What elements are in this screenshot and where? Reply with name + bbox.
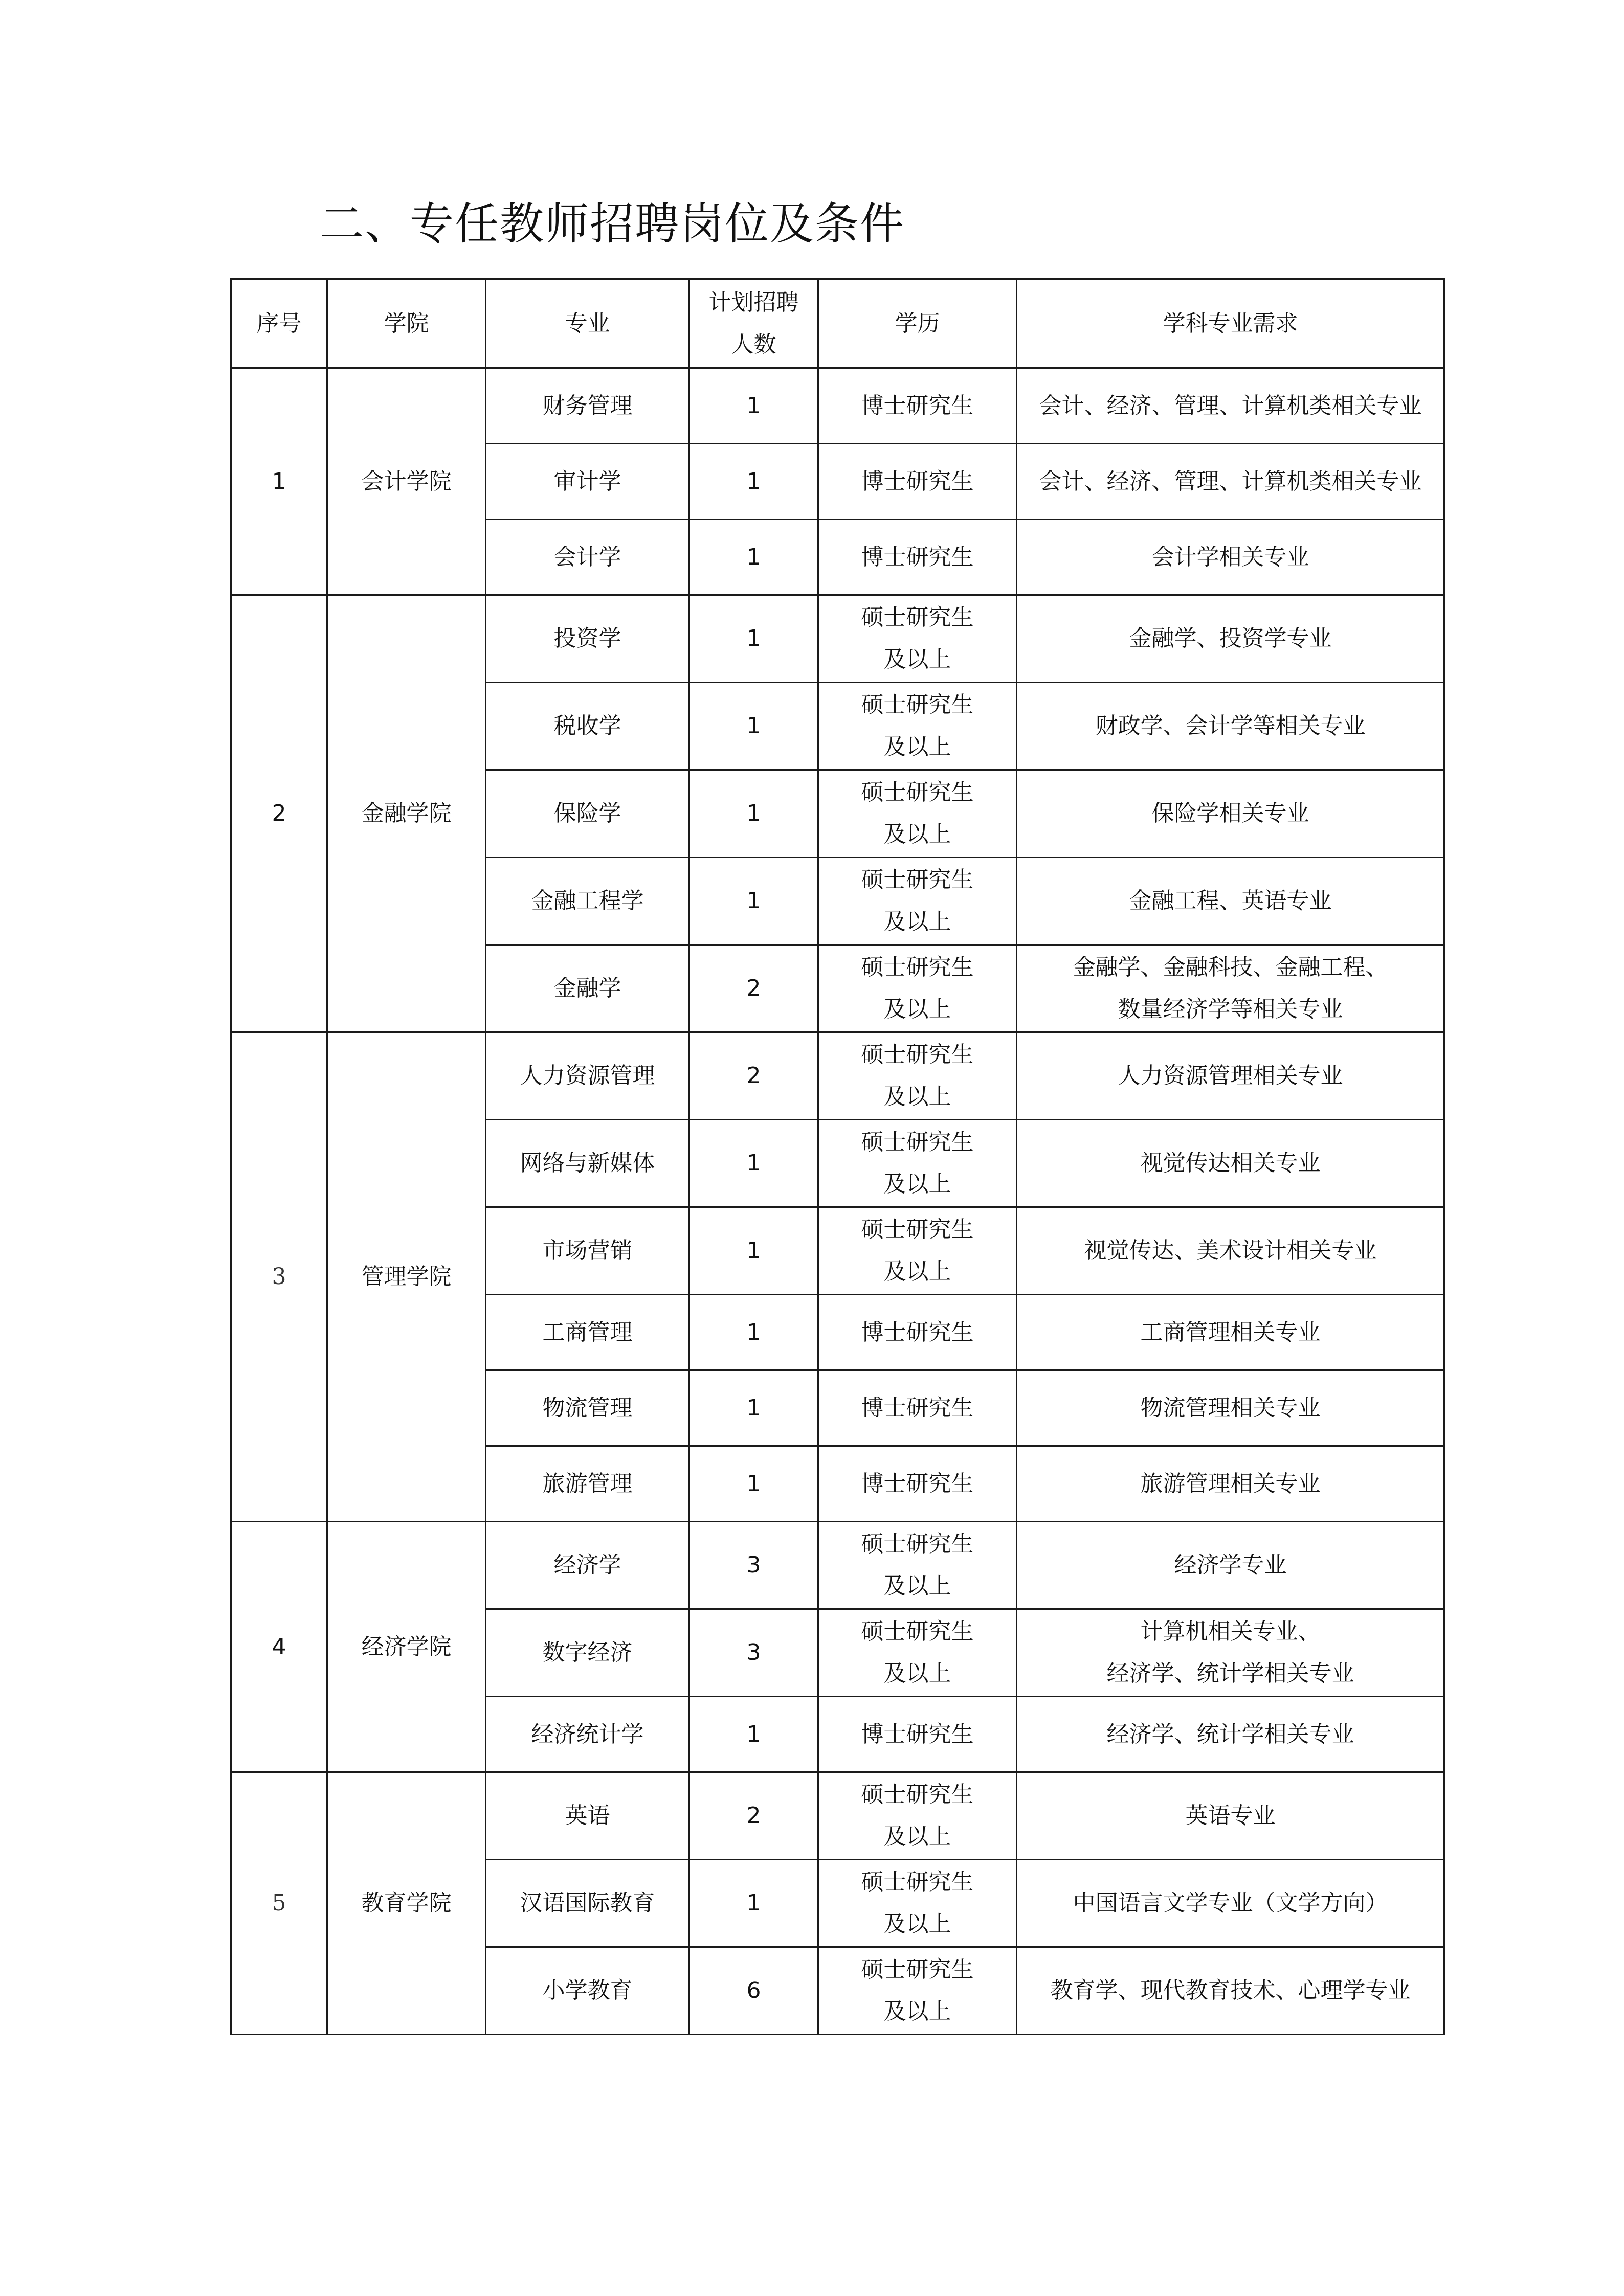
cell-education-line: 及以上 — [883, 1660, 951, 1686]
cell-count: 6 — [689, 1947, 818, 2035]
cell-college: 金融学院 — [327, 595, 486, 1032]
cell-major: 人力资源管理 — [486, 1032, 689, 1120]
cell-education-line: 硕士研究生 — [861, 1956, 974, 1983]
cell-education — [818, 595, 1017, 683]
cell-requirement — [1017, 1295, 1444, 1370]
cell-requirement — [1017, 1370, 1444, 1446]
cell-seq: 2 — [231, 595, 327, 1032]
cell-education-line: 硕士研究生 — [861, 604, 974, 631]
cell-major: 保险学 — [486, 770, 689, 858]
cell-requirement — [1017, 1860, 1444, 1947]
cell-requirement — [1017, 1120, 1444, 1207]
cell-education — [818, 444, 1017, 520]
cell-education-line: 及以上 — [883, 1084, 951, 1110]
cell-education — [818, 1032, 1017, 1120]
cell-requirement-line: 会计学相关专业 — [1151, 544, 1309, 570]
cell-requirement-line: 教育学、现代教育技术、心理学专业 — [1050, 1977, 1411, 2004]
cell-major: 金融工程学 — [486, 858, 689, 945]
cell-major: 财务管理 — [486, 368, 689, 444]
cell-education-line: 硕士研究生 — [861, 1217, 974, 1243]
cell-education — [818, 368, 1017, 444]
table-row — [231, 595, 1444, 683]
page-title: 二、专任教师招聘岗位及条件 — [320, 198, 905, 250]
cell-education — [818, 1120, 1017, 1207]
cell-major: 会计学 — [486, 520, 689, 595]
cell-requirement — [1017, 520, 1444, 595]
cell-education-line: 博士研究生 — [861, 1721, 974, 1747]
cell-requirement — [1017, 770, 1444, 858]
cell-seq: 3 — [231, 1032, 327, 1522]
cell-count: 3 — [689, 1522, 818, 1609]
cell-education — [818, 1697, 1017, 1772]
cell-requirement-line: 会计、经济、管理、计算机类相关专业 — [1039, 392, 1422, 419]
cell-college: 会计学院 — [327, 368, 486, 595]
recruitment-table — [230, 278, 1445, 2035]
cell-major: 经济统计学 — [486, 1697, 689, 1772]
cell-education-line: 博士研究生 — [861, 392, 974, 419]
cell-count: 1 — [689, 683, 818, 770]
cell-requirement-line: 保险学相关专业 — [1151, 800, 1309, 826]
cell-requirement-line: 经济学专业 — [1174, 1552, 1287, 1578]
cell-requirement — [1017, 858, 1444, 945]
cell-seq: 5 — [231, 1772, 327, 2035]
cell-requirement — [1017, 1522, 1444, 1609]
cell-education — [818, 1609, 1017, 1697]
cell-requirement-line: 会计、经济、管理、计算机类相关专业 — [1039, 468, 1422, 494]
table-header-row — [231, 279, 1444, 368]
cell-education — [818, 1370, 1017, 1446]
cell-education — [818, 1947, 1017, 2035]
header-seq: 序号 — [231, 279, 327, 368]
header-count-line2: 人数 — [731, 331, 776, 357]
cell-education-line: 硕士研究生 — [861, 779, 974, 805]
cell-education-line: 硕士研究生 — [861, 1782, 974, 1808]
cell-education-line: 博士研究生 — [861, 1394, 974, 1421]
cell-education-line: 及以上 — [883, 996, 951, 1022]
cell-education — [818, 770, 1017, 858]
cell-count: 1 — [689, 595, 818, 683]
cell-requirement-line: 中国语言文学专业（文学方向） — [1073, 1890, 1388, 1916]
cell-major: 金融学 — [486, 945, 689, 1032]
cell-education-line: 及以上 — [883, 909, 951, 935]
cell-requirement-line: 英语专业 — [1185, 1803, 1276, 1829]
cell-requirement — [1017, 1609, 1444, 1697]
cell-count: 2 — [689, 945, 818, 1032]
cell-college: 管理学院 — [327, 1032, 486, 1522]
cell-requirement — [1017, 1697, 1444, 1772]
cell-major: 小学教育 — [486, 1947, 689, 2035]
cell-count: 1 — [689, 1370, 818, 1446]
cell-education-line: 硕士研究生 — [861, 1531, 974, 1557]
cell-requirement-line: 经济学、统计学相关专业 — [1106, 1721, 1354, 1747]
cell-seq: 4 — [231, 1522, 327, 1772]
cell-requirement — [1017, 945, 1444, 1032]
cell-requirement — [1017, 683, 1444, 770]
cell-seq: 1 — [231, 368, 327, 595]
cell-requirement-line: 视觉传达、美术设计相关专业 — [1084, 1237, 1377, 1264]
cell-requirement-line: 财政学、会计学等相关专业 — [1095, 713, 1366, 739]
cell-education-line: 及以上 — [883, 1573, 951, 1599]
cell-major: 物流管理 — [486, 1370, 689, 1446]
cell-education — [818, 683, 1017, 770]
cell-requirement — [1017, 1772, 1444, 1860]
cell-education-line: 博士研究生 — [861, 468, 974, 494]
table-row — [231, 1032, 1444, 1120]
cell-major: 网络与新媒体 — [486, 1120, 689, 1207]
cell-requirement-line: 物流管理相关专业 — [1140, 1394, 1321, 1421]
cell-requirement-line: 计算机相关专业、 — [1140, 1618, 1321, 1645]
cell-education — [818, 1207, 1017, 1295]
cell-major: 经济学 — [486, 1522, 689, 1609]
table-body — [231, 368, 1444, 2035]
header-requirement: 学科专业需求 — [1017, 279, 1444, 368]
cell-education — [818, 945, 1017, 1032]
cell-education-line: 及以上 — [883, 734, 951, 760]
cell-education-line: 硕士研究生 — [861, 1129, 974, 1155]
cell-major: 投资学 — [486, 595, 689, 683]
header-education: 学历 — [818, 279, 1017, 368]
cell-count: 1 — [689, 1860, 818, 1947]
cell-education-line: 及以上 — [883, 1258, 951, 1285]
cell-education-line: 硕士研究生 — [861, 1042, 974, 1068]
cell-education-line: 博士研究生 — [861, 1319, 974, 1345]
header-major: 专业 — [486, 279, 689, 368]
cell-major: 市场营销 — [486, 1207, 689, 1295]
cell-requirement — [1017, 368, 1444, 444]
cell-major: 工商管理 — [486, 1295, 689, 1370]
cell-education-line: 及以上 — [883, 646, 951, 672]
cell-major: 税收学 — [486, 683, 689, 770]
cell-count: 1 — [689, 444, 818, 520]
cell-major: 旅游管理 — [486, 1446, 689, 1522]
cell-major: 数字经济 — [486, 1609, 689, 1697]
cell-requirement — [1017, 1947, 1444, 2035]
cell-education — [818, 520, 1017, 595]
cell-education-line: 及以上 — [883, 1998, 951, 2024]
cell-count: 1 — [689, 858, 818, 945]
cell-count: 1 — [689, 1207, 818, 1295]
cell-count: 1 — [689, 1295, 818, 1370]
cell-requirement — [1017, 595, 1444, 683]
cell-education-line: 硕士研究生 — [861, 1869, 974, 1895]
cell-requirement — [1017, 1032, 1444, 1120]
cell-education — [818, 1295, 1017, 1370]
header-college: 学院 — [327, 279, 486, 368]
cell-education-line: 及以上 — [883, 1911, 951, 1937]
cell-education — [818, 1860, 1017, 1947]
cell-education — [818, 1446, 1017, 1522]
cell-requirement-line: 旅游管理相关专业 — [1140, 1470, 1321, 1497]
cell-education-line: 博士研究生 — [861, 544, 974, 570]
cell-count: 1 — [689, 368, 818, 444]
cell-major: 审计学 — [486, 444, 689, 520]
cell-education-line: 及以上 — [883, 821, 951, 847]
cell-count: 1 — [689, 520, 818, 595]
cell-requirement — [1017, 1446, 1444, 1522]
cell-count: 1 — [689, 1697, 818, 1772]
cell-requirement-line: 视觉传达相关专业 — [1140, 1150, 1321, 1176]
cell-education — [818, 1772, 1017, 1860]
table-row — [231, 368, 1444, 444]
cell-requirement-line: 工商管理相关专业 — [1140, 1319, 1321, 1345]
cell-requirement — [1017, 444, 1444, 520]
cell-education-line: 硕士研究生 — [861, 1618, 974, 1645]
cell-education — [818, 858, 1017, 945]
header-count-line1: 计划招聘 — [708, 289, 799, 316]
cell-count: 3 — [689, 1609, 818, 1697]
cell-requirement-line: 金融学、金融科技、金融工程、 — [1073, 954, 1388, 980]
cell-education — [818, 1522, 1017, 1609]
cell-education-line: 及以上 — [883, 1171, 951, 1197]
cell-education-line: 博士研究生 — [861, 1470, 974, 1497]
cell-requirement-line: 金融工程、英语专业 — [1129, 888, 1332, 914]
cell-education-line: 及以上 — [883, 1824, 951, 1850]
header-count — [689, 279, 818, 368]
cell-education-line: 硕士研究生 — [861, 867, 974, 893]
cell-count: 2 — [689, 1032, 818, 1120]
cell-count: 1 — [689, 1120, 818, 1207]
table-row — [231, 1772, 1444, 1860]
cell-education-line: 硕士研究生 — [861, 954, 974, 980]
cell-count: 2 — [689, 1772, 818, 1860]
cell-requirement-line: 人力资源管理相关专业 — [1118, 1063, 1343, 1089]
cell-college: 经济学院 — [327, 1522, 486, 1772]
cell-college: 教育学院 — [327, 1772, 486, 2035]
cell-requirement-line: 数量经济学等相关专业 — [1118, 996, 1343, 1022]
cell-requirement — [1017, 1207, 1444, 1295]
cell-major: 汉语国际教育 — [486, 1860, 689, 1947]
cell-count: 1 — [689, 770, 818, 858]
cell-requirement-line: 经济学、统计学相关专业 — [1106, 1660, 1354, 1686]
table-row — [231, 1522, 1444, 1609]
cell-count: 1 — [689, 1446, 818, 1522]
cell-major: 英语 — [486, 1772, 689, 1860]
cell-education-line: 硕士研究生 — [861, 692, 974, 718]
cell-requirement-line: 金融学、投资学专业 — [1129, 625, 1332, 651]
